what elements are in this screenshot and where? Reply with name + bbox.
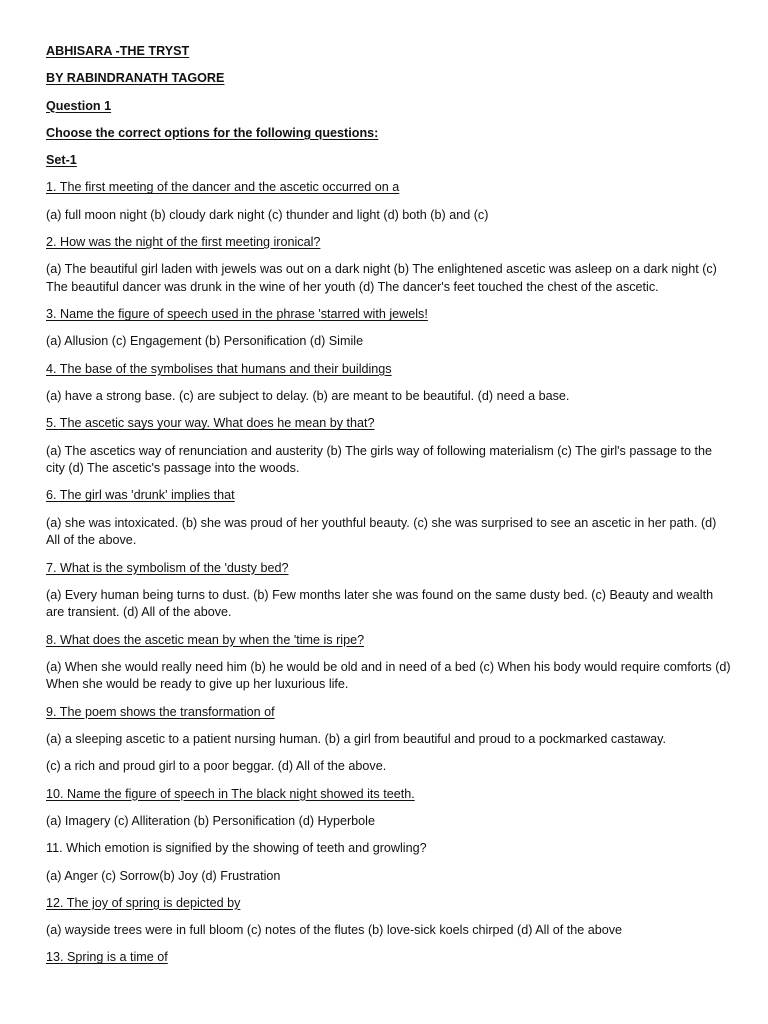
- answer-options: (a) Anger (c) Sorrow(b) Joy (d) Frustration: [46, 868, 281, 883]
- answer-options: (a) she was intoxicated. (b) she was proud of her youthful beauty. (c) she was surprised to see an ascetic in her path. (d) All of the above.: [46, 515, 717, 548]
- answer-options: (a) When she would really need him (b) he would be old and in need of a bed (c) When his body would require comforts (d) When she would be ready to give up her luxurious life.: [46, 659, 731, 692]
- answer-options: (c) a rich and proud girl to a poor beggar. (d) All of the above.: [46, 759, 387, 774]
- answer-options: (a) The beautiful girl laden with jewels was out on a dark night (b) The enlightened ascetic was asleep on a dark night (c) The beautiful dancer was drunk in the wine of her youth (d) The dancer's feet touched the chest of the ascetic.: [46, 262, 717, 294]
- answer-options: (a) full moon night (b) cloudy dark night (c) thunder and light (d) both (b) and (c): [46, 207, 489, 222]
- instruction-text: Choose the correct options for the following questions:: [46, 125, 379, 140]
- answer-options: (a) a sleeping ascetic to a patient nursing human. (b) a girl from beautiful and proud to a pockmarked castaway.: [46, 732, 666, 747]
- question-heading: Question 1: [46, 98, 112, 113]
- answer-options: (a) Allusion (c) Engagement (b) Personification (d) Simile: [46, 334, 364, 349]
- answer-options: (a) have a strong base. (c) are subject to delay. (b) are meant to be beautiful. (d) need a base.: [46, 389, 570, 404]
- document-author: BY RABINDRANATH TAGORE: [46, 71, 225, 86]
- question-text: 11. Which emotion is signified by the showing of teeth and growling?: [46, 841, 427, 856]
- question-list: [46, 179, 732, 966]
- question-text: 5. The ascetic says your way. What does he mean by that?: [46, 416, 375, 431]
- question-text: 3. Name the figure of speech used in the phrase 'starred with jewels!: [46, 307, 428, 322]
- answer-options: (a) Every human being turns to dust. (b) Few months later she was found on the same dusty bed. (c) Beauty and wealth are transient. (d) All of the above.: [46, 587, 714, 620]
- answer-options: (a) Imagery (c) Alliteration (b) Personification (d) Hyperbole: [46, 813, 375, 828]
- answer-options: (a) The ascetics way of renunciation and austerity (b) The girls way of following materialism (c) The girl's passage to the city (d) The ascetic's passage into the woods.: [46, 443, 712, 476]
- question-text: 8. What does the ascetic mean by when the 'time is ripe?: [46, 632, 365, 647]
- question-text: 9. The poem shows the transformation of: [46, 704, 275, 719]
- question-text: 10. Name the figure of speech in The black night showed its teeth.: [46, 786, 415, 801]
- set-heading: Set-1: [46, 153, 77, 168]
- question-text: 2. How was the night of the first meeting ironical?: [46, 235, 321, 250]
- question-text: 1. The first meeting of the dancer and the ascetic occurred on a: [46, 180, 400, 195]
- question-text: 12. The joy of spring is depicted by: [46, 895, 241, 910]
- question-text: 7. What is the symbolism of the 'dusty bed?: [46, 560, 289, 575]
- question-text: 13. Spring is a time of: [46, 950, 168, 965]
- document-title: ABHISARA -THE TRYST: [46, 44, 190, 58]
- question-text: 4. The base of the symbolises that humans and their buildings: [46, 361, 392, 376]
- answer-options: (a) wayside trees were in full bloom (c) notes of the flutes (b) love-sick koels chirped (d) All of the above: [46, 923, 623, 938]
- question-text: 6. The girl was 'drunk' implies that: [46, 488, 235, 503]
